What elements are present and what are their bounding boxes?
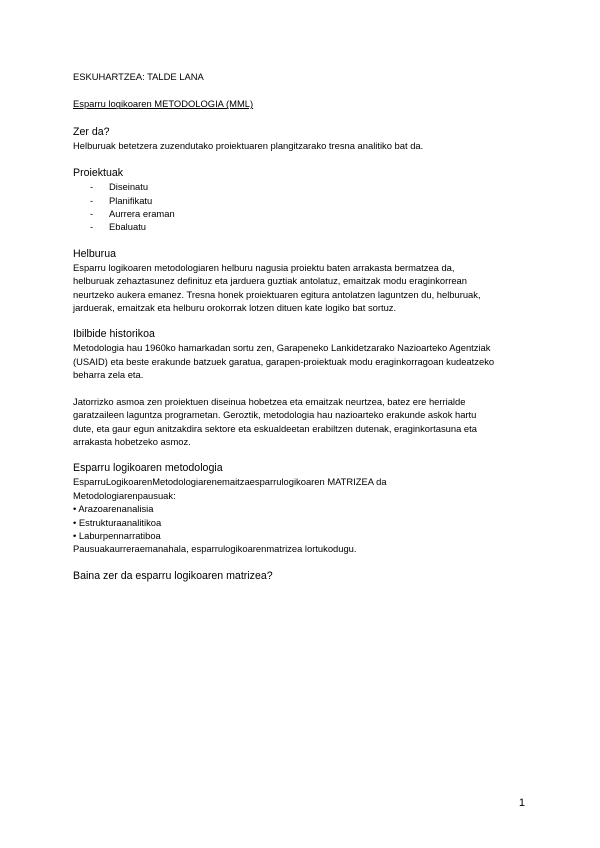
page-number: 1 bbox=[518, 797, 525, 809]
list-item: - Aurrera eraman bbox=[90, 208, 175, 220]
paragraph-line: Jatorrizko asmoa zen proiektuen diseinua hobetzea eta emaitzak neurtzea, batez ere herrialde bbox=[73, 395, 466, 407]
paragraph-line: Metodologia hau 1960ko hamarkadan sortu zen, Garapeneko Lankidetzarako Nazioarteko Agentziak bbox=[73, 342, 491, 354]
proiektuak-heading: Proiektuak bbox=[73, 167, 124, 180]
paragraph-line: arrakasta hobetzeko asmoz. bbox=[73, 435, 191, 447]
list-item: • Laburpennarratiboa bbox=[73, 529, 161, 541]
helburua-heading: Helburua bbox=[73, 247, 116, 260]
paragraph-line: jarduerak, emaitzak eta helburu orokorrak lotzen dituen kate logiko bat sortuz. bbox=[73, 302, 397, 314]
closing-question: Baina zer da esparru logikoaren matrizea? bbox=[73, 569, 273, 582]
paragraph-line: Metodologiarenpausuak: bbox=[73, 489, 176, 501]
paragraph-line: Pausuakaurreraemanahala, esparrulogikoarenmatrizea lortukodugu. bbox=[73, 543, 357, 555]
paragraph-line: garatzaileen laguntza programetan. Geroztik, metodologia hau nazioarteko erakunde askok hartu bbox=[73, 409, 477, 421]
list-item: - Planifikatu bbox=[90, 194, 153, 206]
paragraph-line: Esparru logikoaren metodologiaren helburu nagusia proiektu baten arrakasta bermatzea da, bbox=[73, 261, 455, 273]
document-page bbox=[73, 70, 543, 583]
metodologia-heading: Esparru logikoaren metodologia bbox=[73, 462, 223, 475]
list-item: • Estrukturaanalitikoa bbox=[73, 516, 162, 528]
paragraph-line: beharra zela eta. bbox=[73, 369, 144, 381]
section-title: Esparru logikoaren METODOLOGIA (MML) bbox=[73, 98, 254, 110]
list-item: • Arazoarenanalisia bbox=[73, 503, 154, 515]
paragraph-line: neurtzeko aukera emanez. Tresna honek proiektuaren egitura antolatzen laguntzen du, helburuak, bbox=[73, 288, 481, 300]
paragraph-line: EsparruLogikoarenMetodologiarenemaitzaesparrulogikoaren MATRIZEA da bbox=[73, 476, 387, 488]
zer-da-heading: Zer da? bbox=[73, 125, 110, 138]
proiektuak-list bbox=[73, 180, 543, 234]
list-item: - Diseinatu bbox=[90, 181, 149, 193]
list-item: - Ebaluatu bbox=[90, 221, 147, 233]
ibilbide-heading: Ibilbide historikoa bbox=[73, 328, 155, 341]
paragraph-line: (USAID) eta beste erakunde batzuek garatua, garapen-proiektuak modu eraginkorragoan kudeatzeko bbox=[73, 355, 495, 367]
paragraph-line: helburuak zehaztasunez definituz eta jarduera guztiak antolatuz, emaitzak modu eraginkorrean bbox=[73, 275, 467, 287]
document-title: ESKUHARTZEA: TALDE LANA bbox=[73, 71, 204, 82]
zer-da-text: Helburuak betetzera zuzendutako proiektuaren plangitzarako tresna analitiko bat da. bbox=[73, 139, 424, 151]
paragraph-line: dute, eta gaur egun anitzakdira sektore eta eskualdeetan erabiltzen dutenak, eraginkortasuna eta bbox=[73, 422, 477, 434]
